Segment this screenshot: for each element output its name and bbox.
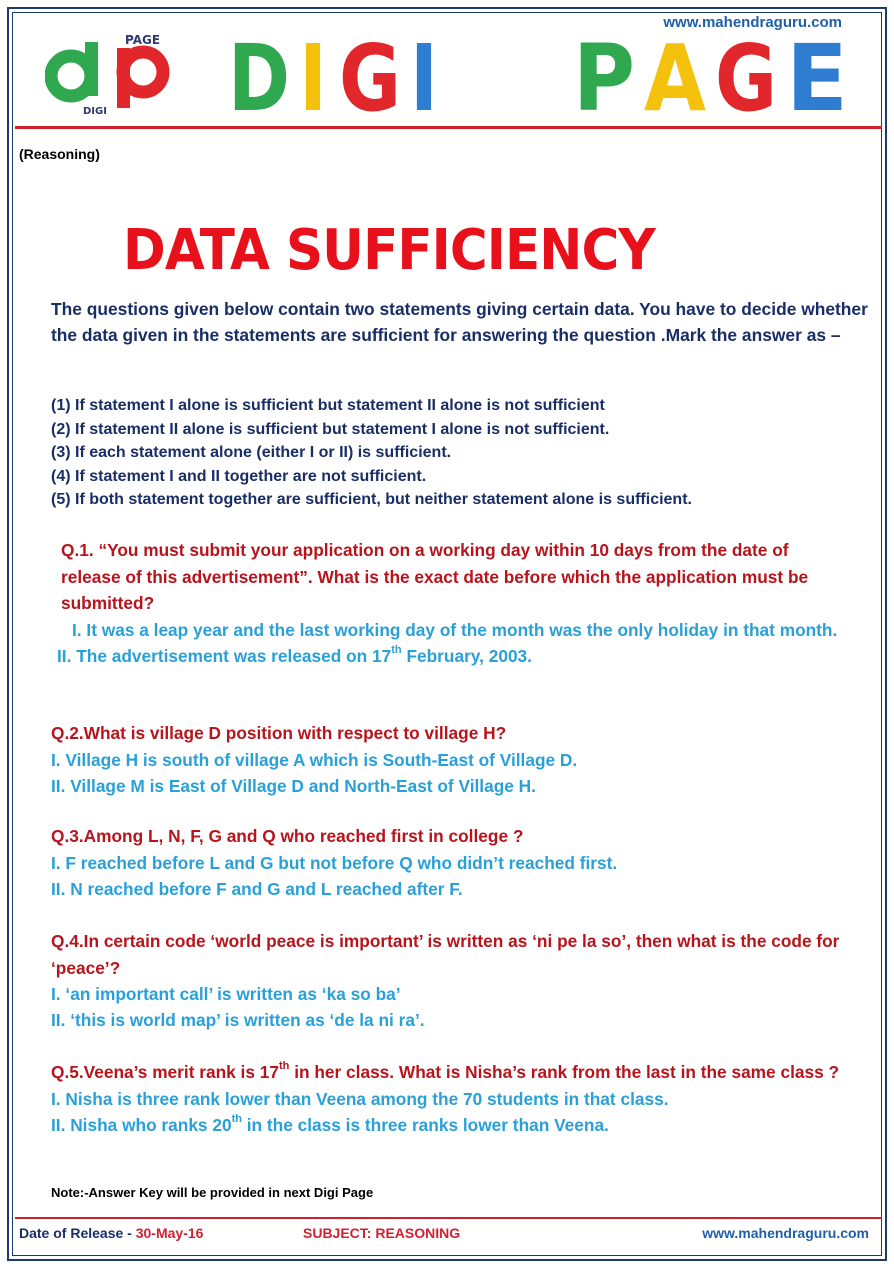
banner-letter: I	[410, 32, 438, 118]
answer-option: (1) If statement I alone is sufficient but statement II alone is not sufficient	[51, 397, 605, 414]
banner-letter: G	[339, 32, 401, 118]
statement-1	[51, 617, 851, 643]
banner-letter: P	[573, 32, 635, 118]
answer-option: (2) If statement II alone is sufficient but statement I alone is not sufficient.	[51, 420, 610, 438]
answer-option: (3) If each statement alone (either I or II) is sufficient.	[51, 444, 452, 461]
statement-2: II. N reached before F and G and L reached after F.	[51, 878, 463, 899]
banner-letter: A	[644, 32, 706, 118]
footer-divider	[15, 1217, 882, 1219]
question-text: Q.4.In certain code ‘world peace is important’ is written as ‘ni pe la so’, then what is the code for ‘peace’?	[51, 931, 840, 978]
page-title: DATA SUFFICIENCY	[123, 218, 655, 283]
page-footer	[19, 1225, 881, 1245]
question-text: Q.3.Among L, N, F, G and Q who reached first in college ?	[51, 826, 524, 846]
banner-word-digi	[228, 32, 438, 118]
question-1	[51, 537, 851, 669]
question-3	[51, 823, 851, 902]
banner-letter: D	[228, 32, 290, 118]
question-text-part: in her class. What is Nisha’s rank from the last in the same class ?	[289, 1062, 840, 1082]
release-date-value: 30-May-16	[135, 1225, 204, 1241]
digi-page-logo	[45, 32, 175, 118]
footer-subject: SUBJECT: REASONING	[303, 1225, 461, 1241]
superscript: th	[279, 1060, 290, 1073]
header-website-link[interactable]: www.mahendraguru.com	[663, 14, 842, 31]
question-5	[51, 1059, 851, 1138]
question-text: Q.2.What is village D position with respect to village H?	[51, 723, 507, 743]
statement-text: February, 2003.	[401, 645, 532, 666]
statement-text: in the class is three ranks lower than Veena.	[241, 1114, 609, 1135]
statement-1: I. Village H is south of village A which is South-East of Village D.	[51, 749, 578, 770]
answer-option: (5) If both statement together are sufficient, but neither statement alone is sufficient.	[51, 491, 692, 508]
answer-key-note: Note:-Answer Key will be provided in next Digi Page	[51, 1185, 374, 1200]
superscript: th	[231, 1112, 242, 1125]
release-date-label: Date of Release -	[19, 1225, 136, 1241]
question-text: Q.1. “You must submit your application on a working day within 10 days from the date of release of this advertisement”. What is the exact date before which the application must be submitted?	[61, 540, 809, 613]
release-date	[19, 1225, 203, 1241]
statement-2: II. Village M is East of Village D and North-East of Village H.	[51, 775, 536, 796]
answer-option: (4) If statement I and II together are not sufficient.	[51, 467, 427, 485]
footer-website-link[interactable]: www.mahendraguru.com	[702, 1225, 869, 1241]
statement-1: I. ‘an important call’ is written as ‘ka so ba’	[51, 984, 401, 1004]
header-divider	[15, 126, 882, 129]
statement-1: I. F reached before L and G but not before Q who didn’t reached first.	[51, 852, 618, 873]
statement-text: II. The advertisement was released on 17	[57, 645, 392, 666]
digi-page-banner	[228, 32, 848, 118]
banner-letter: I	[299, 32, 327, 118]
instructions-paragraph: The questions given below contain two statements giving certain data. You have to decide whether the data given in the statements are sufficient for answering the question .Mark the answer as –	[51, 299, 868, 345]
statement-text: II. Nisha who ranks 20	[51, 1114, 232, 1135]
logo-text-top: PAGE	[125, 33, 161, 47]
superscript: th	[391, 643, 402, 656]
question-2	[51, 720, 851, 799]
banner-word-page	[573, 32, 848, 118]
question-text-part: Q.5.Veena’s merit rank is 17	[51, 1062, 279, 1082]
statement-2	[51, 643, 851, 669]
statement-1: I. Nisha is three rank lower than Veena among the 70 students in that class.	[51, 1088, 669, 1109]
question-text	[51, 1059, 851, 1086]
answer-options-list	[51, 394, 861, 512]
question-4	[51, 928, 851, 1033]
subject-tag: (Reasoning)	[19, 146, 100, 162]
banner-letter: E	[786, 32, 848, 118]
statement-2	[51, 1112, 851, 1138]
banner-letter: G	[715, 32, 777, 118]
logo-text-bottom: DIGI	[83, 106, 107, 117]
statement-2: II. ‘this is world map’ is written as ‘de la ni ra’.	[51, 1010, 425, 1030]
statement-text: I. It was a leap year and the last working day of the month was the only holiday in that month.	[72, 619, 838, 640]
